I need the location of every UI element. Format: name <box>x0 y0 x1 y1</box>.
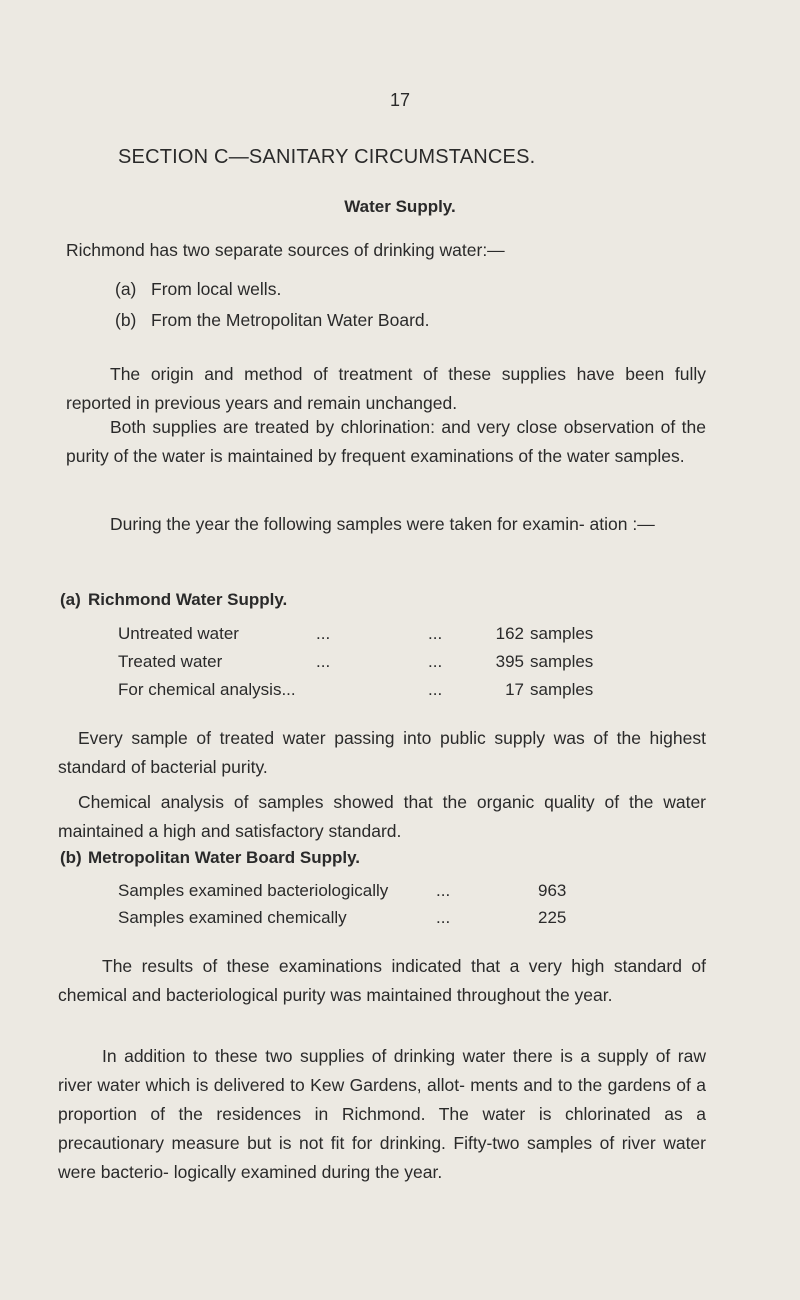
chlorination-paragraph: Both supplies are treated by chlorination: and very close observation of the purity of the water is maintained by frequent examinations of the water samples. <box>66 417 706 466</box>
every-sample-paragraph: Every sample of treated water passing into public supply was of the highest standard of bacterial purity. <box>58 728 706 777</box>
source-marker-a: (a) <box>115 279 137 299</box>
row-label: For chemical analysis... <box>118 680 296 699</box>
row-leader: ... <box>436 881 451 900</box>
intro-paragraph <box>66 236 710 265</box>
source-item-a <box>115 279 281 300</box>
row-leader: ... <box>316 652 331 671</box>
metropolitan-supply-heading <box>60 848 360 868</box>
row-unit: samples <box>530 652 594 671</box>
row-label: Samples examined bacteriologically <box>118 881 389 900</box>
intro-text: Richmond has two separate sources of drinking water:— <box>66 240 505 260</box>
during-paragraph: During the year the following samples were taken for examin- ation :— <box>110 514 655 534</box>
row-unit: samples <box>530 680 594 699</box>
richmond-supply-heading <box>60 590 287 610</box>
row-label: Treated water <box>118 652 223 671</box>
page-number: 17 <box>389 90 411 110</box>
richmond-supply-marker: (a) <box>60 590 81 609</box>
addition-paragraph: In addition to these two supplies of drinking water there is a supply of raw river water which is delivered to Kew Gardens, allot- ments and to the gardens of a proportion of the residences in Richmond. The water is chlorinated as a precautionary measure but is not fit for drinking. Fifty-two samples of river water were bacterio- logically examined during the year. <box>58 1046 706 1182</box>
row-unit: samples <box>530 624 594 643</box>
source-item-b <box>115 310 430 331</box>
row-label: Untreated water <box>118 624 239 643</box>
source-text-a: From local wells. <box>151 279 282 299</box>
metropolitan-supply-marker: (b) <box>60 848 82 867</box>
section-title: SECTION C—SANITARY CIRCUMSTANCES. <box>118 146 536 168</box>
richmond-supply-title: Richmond Water Supply. <box>88 590 288 609</box>
source-text-b: From the Metropolitan Water Board. <box>151 310 430 330</box>
row-leader: ... <box>316 624 331 643</box>
row-value: 395 <box>495 652 524 671</box>
results-paragraph: The results of these examinations indicated that a very high standard of chemical and bacteriological purity was maintained throughout the year. <box>58 956 706 1005</box>
metropolitan-supply-title: Metropolitan Water Board Supply. <box>88 848 361 867</box>
row-leader: ... <box>436 908 451 927</box>
row-leader: ... <box>428 652 443 671</box>
subtitle-water-supply: Water Supply. <box>344 197 456 216</box>
row-value: 162 <box>495 624 524 643</box>
row-leader: ... <box>428 624 443 643</box>
document-page: 17 SECTION C—SANITARY CIRCUMSTANCES. Water Supply. Richmond has two separate sources of drinking water:— (a) From local wells. (b) From the Metropolitan Water Board. The origin and method of treatment of these supplies have been fully reported in previous years and remain unchanged. Both supplies are treated by chlorination: and very close observation of the purity of the water is maintained by frequent examinations of the water samples. During the year the following samples were taken for examin- ation :— (a) Richmond Water Supply. Untreated water ... ... 162 samples Treated water ... ... 395 samples For chemical analysis... ... 17 samples Every sample of treated water passing into public supply was of the highest standard of bacterial purity. Chemical analysis of samples showed that the organic quality of the water maintained a high and satisfactory standard. (b) Metropolitan Water Board Supply. Samples examined bacteriologically ... 963 Samples examined chemically ... 225 The results of these examinations indicated that a very high standard of chemical and bacteriological purity was maintained throughout the year. In addition to these two supplies of drinking water there is a supply of raw river water which is delivered to Kew Gardens, allot- ments and to the gardens of a proportion of the residences in Richmond. The water is chlorinated as a precautionary measure but is not fit for drinking. Fifty-two samples of river water were bacterio- logically examined during the year. <box>0 0 800 1300</box>
chemical-paragraph: Chemical analysis of samples showed that the organic quality of the water maintained a high and satisfactory standard. <box>58 792 706 841</box>
row-leader: ... <box>428 680 443 699</box>
row-value: 17 <box>505 680 524 699</box>
source-marker-b: (b) <box>115 310 137 330</box>
origin-paragraph: The origin and method of treatment of these supplies have been fully reported in previous years and remain unchanged. <box>66 364 706 413</box>
row-label: Samples examined chemically <box>118 908 347 927</box>
